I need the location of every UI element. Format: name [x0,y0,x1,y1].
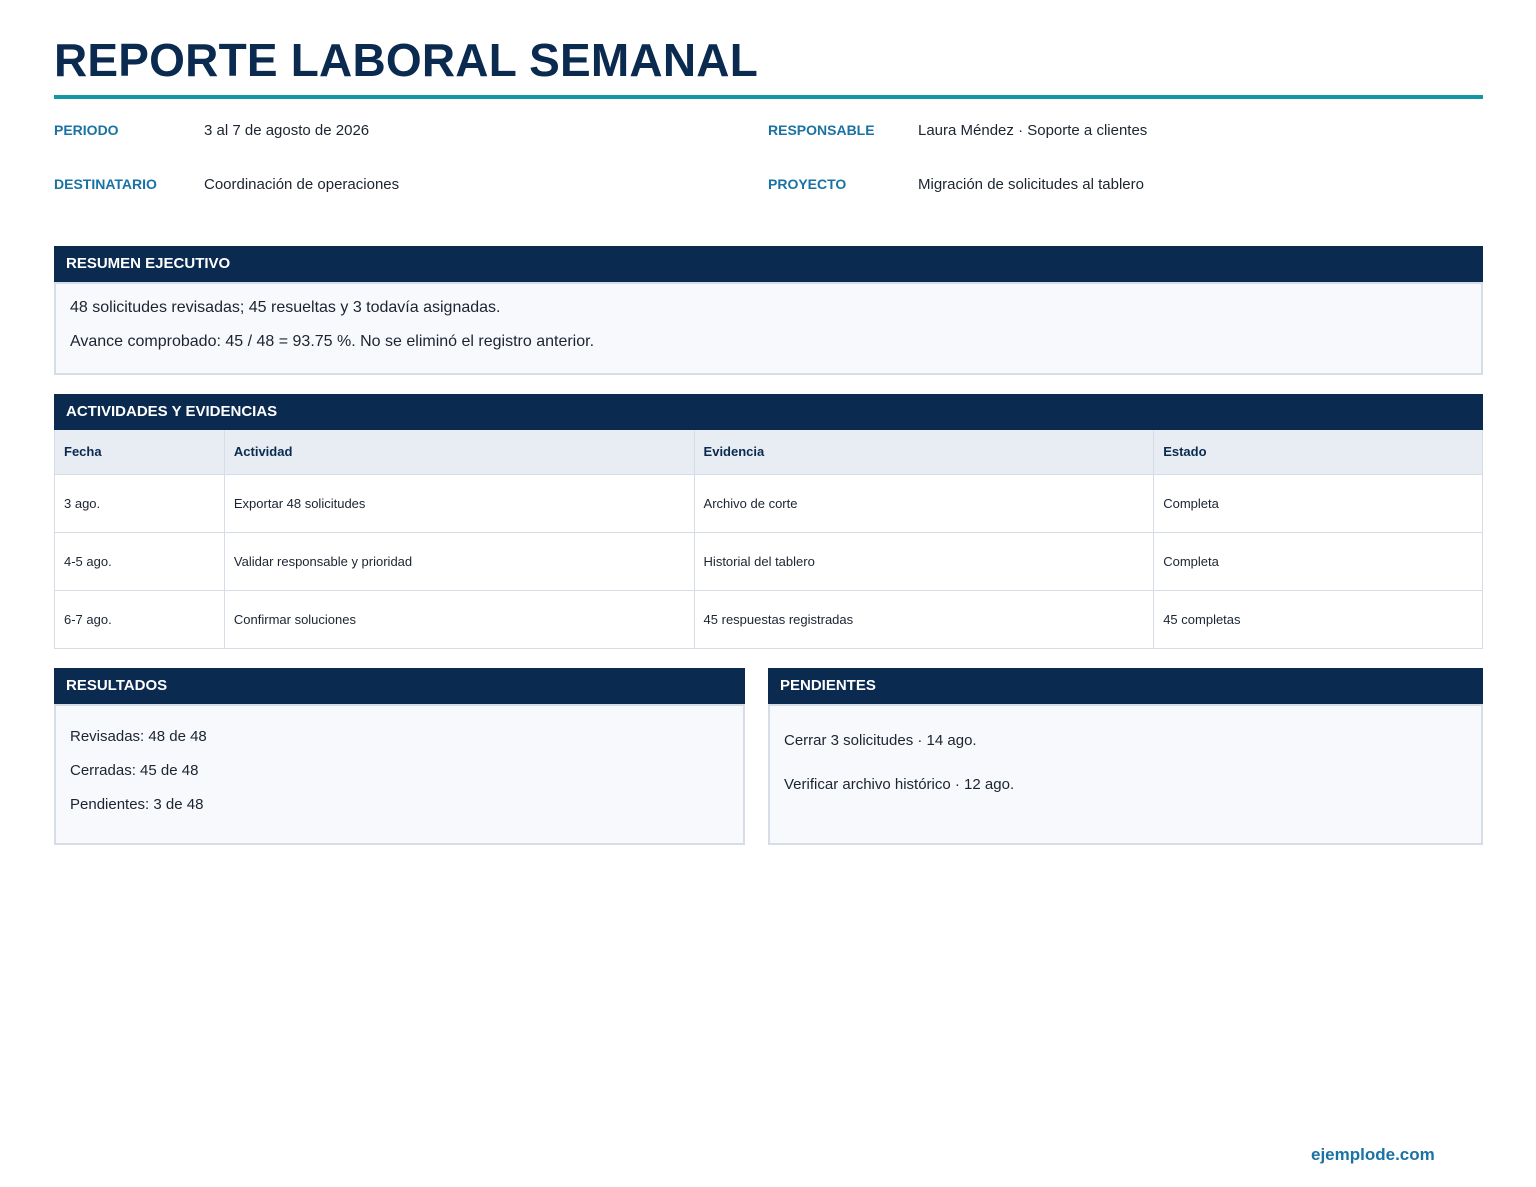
summary-header: RESUMEN EJECUTIVO [54,246,1483,282]
cell-estado: Completa [1154,532,1483,590]
proyecto-label: PROYECTO [768,176,847,192]
cell-evidencia: 45 respuestas registradas [694,590,1154,648]
table-row [55,590,1483,648]
results-box [54,704,745,845]
cell-estado: Completa [1154,474,1483,532]
summary-line: Avance comprobado: 45 / 48 = 93.75 %. No se eliminó el registro anterior. [70,333,595,350]
cell-actividad: Confirmar soluciones [224,590,694,648]
page-title: REPORTE LABORAL SEMANAL [54,34,758,86]
pending-item: Cerrar 3 solicitudes · 14 ago. [784,732,977,749]
footer-brand[interactable]: ejemplode.com [1311,1145,1435,1164]
proyecto-value: Migración de solicitudes al tablero [918,176,1144,193]
cell-actividad: Validar responsable y prioridad [224,532,694,590]
result-line: Cerradas: 45 de 48 [70,762,199,779]
periodo-value: 3 al 7 de agosto de 2026 [204,122,370,139]
summary-box [54,282,1483,375]
responsable-value: Laura Méndez · Soporte a clientes [918,122,1148,139]
results-header: RESULTADOS [54,668,745,704]
cell-evidencia: Archivo de corte [694,474,1154,532]
cell-fecha: 3 ago. [55,474,225,532]
cell-estado: 45 completas [1154,590,1483,648]
pending-item: Verificar archivo histórico · 12 ago. [784,776,1015,793]
activities-table [54,430,1483,649]
column-header-fecha: Fecha [55,430,225,474]
periodo-label: PERIODO [54,122,119,138]
column-header-evidencia: Evidencia [694,430,1154,474]
title-divider [54,95,1483,99]
destinatario-value: Coordinación de operaciones [204,176,400,193]
result-line: Revisadas: 48 de 48 [70,728,207,745]
cell-actividad: Exportar 48 solicitudes [224,474,694,532]
table-row [55,532,1483,590]
cell-evidencia: Historial del tablero [694,532,1154,590]
cell-fecha: 6-7 ago. [55,590,225,648]
cell-fecha: 4-5 ago. [55,532,225,590]
summary-line: 48 solicitudes revisadas; 45 resueltas y 3 todavía asignadas. [70,299,501,316]
column-header-estado: Estado [1154,430,1483,474]
result-line: Pendientes: 3 de 48 [70,796,204,813]
pending-header: PENDIENTES [768,668,1483,704]
pending-box [768,704,1483,845]
activities-header: ACTIVIDADES Y EVIDENCIAS [54,394,1483,430]
responsable-label: RESPONSABLE [768,122,875,138]
table-header-row [55,430,1483,474]
table-row [55,474,1483,532]
destinatario-label: DESTINATARIO [54,176,157,192]
column-header-actividad: Actividad [224,430,694,474]
